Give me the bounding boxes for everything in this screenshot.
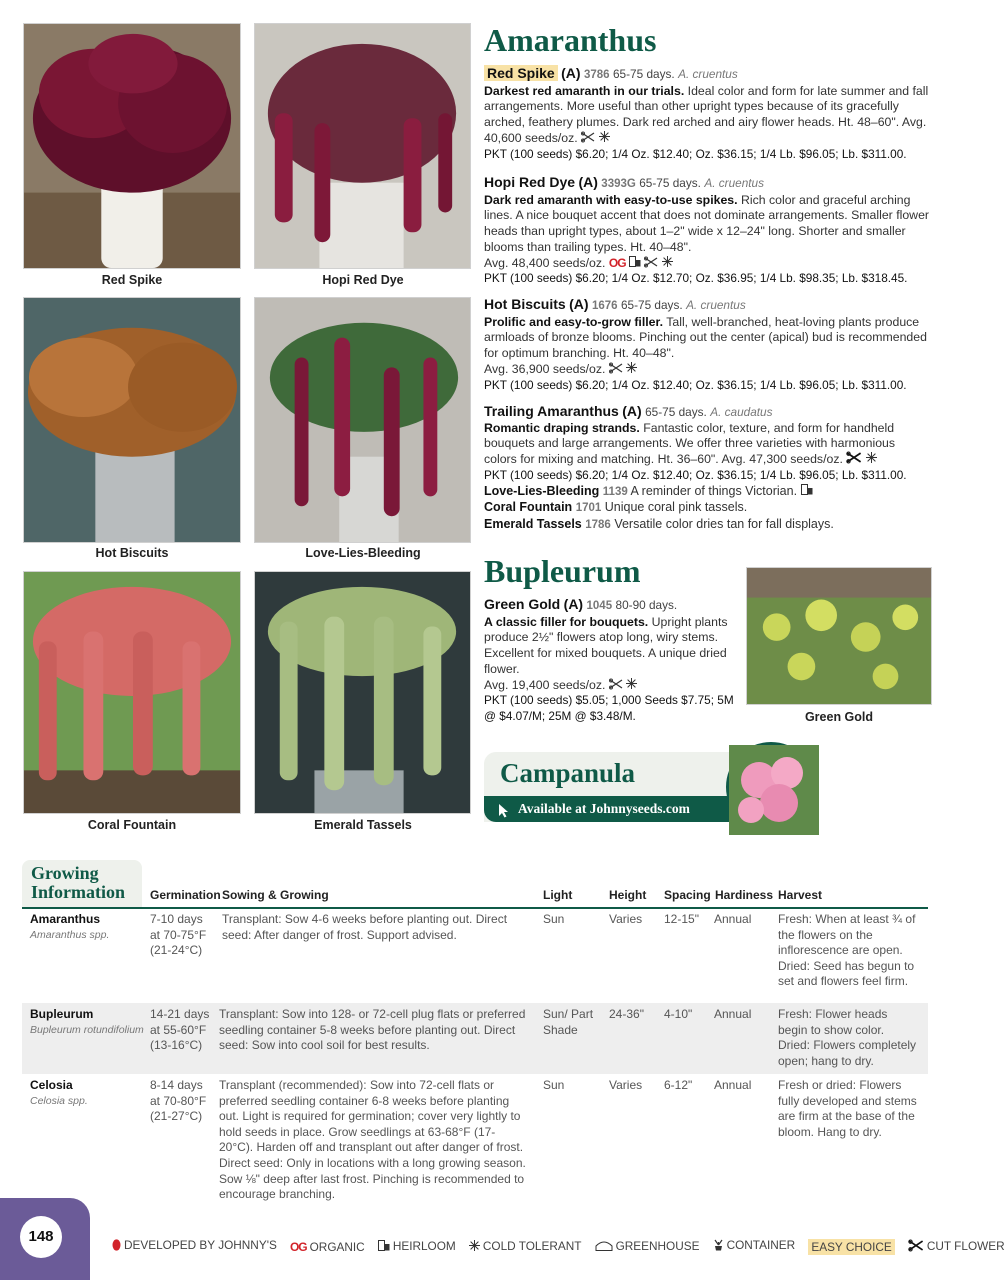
sub-variety-desc: Unique coral pink tassels. <box>604 500 748 515</box>
photo-emerald-tassels <box>254 571 471 814</box>
description: Tall, well-branched, heat-loving plants produce armloads of bronze blooms. Pinching out the center (apical) bud is recommended for optimum branching. Ht. 40–48". <box>484 314 927 361</box>
sub-variety-desc: Versatile color dries tan for fall displays. <box>614 517 834 532</box>
legend-greenhouse: GREENHOUSE <box>595 1239 700 1253</box>
cell-hardiness: Annual <box>714 912 752 926</box>
photo-green-gold <box>746 567 932 705</box>
entry-red-spike <box>484 66 930 162</box>
days-to-maturity: 65-75 days. <box>613 67 675 81</box>
cell-harvest: Fresh: When at least ¾ of the flowers on the inflorescence are open. Dried: Seed has begun to set and flowers feel firm. <box>778 912 916 989</box>
legend-easy-choice: EASY CHOICE <box>808 1239 894 1255</box>
price-line: PKT (100 seeds) $6.20; 1/4 Oz. $12.40; Oz. $36.15; 1/4 Lb. $96.05; Lb. $311.00. <box>484 377 907 392</box>
table-row <box>22 1003 928 1074</box>
section-title-amaranthus: Amaranthus <box>484 22 657 58</box>
cell-hardiness: Annual <box>714 1007 752 1021</box>
cell-germination: 8-14 days at 70-80°F (21-27°C) <box>150 1078 207 1124</box>
cell-spacing: 4-10" <box>664 1007 693 1021</box>
cell-sowing: Transplant: Sow 4-6 weeks before planting out. Direct seed: After danger of frost. Support advised. <box>222 912 508 942</box>
cold-tolerant-icon <box>469 1240 480 1251</box>
days-to-maturity: 65-75 days. <box>620 298 683 312</box>
col-header-sowing: Sowing & Growing <box>222 888 329 902</box>
photo-hot-biscuits <box>23 297 241 543</box>
cell-sowing: Transplant (recommended): Sow into 72-cell flats or preferred seedling container 6-8 weeks before planting out. Light is required for germination; cover very lightly to hold seeds in place. Grow seedlings at 63-68°F (17-20°C). Harden off and transplant out after danger of frost. Direct seed: Only in locations with a long growing season. Sow ⅛" deep after last frost. Pinching is recommended to encourage branching. <box>219 1078 526 1202</box>
cut-flower-icon <box>644 256 658 272</box>
cell-sowing: Transplant: Sow into 128- or 72-cell plug flats or preferred seedling container 5-8 weeks before planting out. Direct seed: Sow into cool soil for best results. <box>219 1007 526 1053</box>
annual-tag: (A) <box>569 296 589 312</box>
latin-name: A. cruentus <box>704 176 764 190</box>
cell-height: Varies <box>609 1078 643 1092</box>
col-header-height: Height <box>609 888 647 902</box>
entry-trailing-amaranthus <box>484 404 930 534</box>
cell-harvest: Fresh: Flower heads begin to show color. Dried: Flowers completely open; hang to dry. <box>778 1007 917 1068</box>
legend-container: CONTAINER <box>713 1238 796 1252</box>
price-line: PKT (100 seeds) $6.20; 1/4 Oz. $12.70; Oz. $36.95; 1/4 Lb. $98.35; Lb. $318.45. <box>484 271 908 286</box>
cell-germination: 7-10 days at 70-75°F (21-24°C) <box>150 912 207 958</box>
annual-tag: (A) <box>622 403 642 419</box>
photo-caption: Coral Fountain <box>87 818 177 832</box>
cursor-icon <box>498 801 509 827</box>
latin-name: A. cruentus <box>678 67 738 81</box>
col-header-harvest: Harvest <box>778 888 823 902</box>
table-row <box>22 910 928 1002</box>
sub-variety-name: Emerald Tassels <box>484 517 582 532</box>
photo-caption: Emerald Tassels <box>314 818 412 832</box>
photo-caption: Hopi Red Dye <box>322 273 404 287</box>
heirloom-icon <box>801 484 813 500</box>
plant-name: Amaranthus <box>30 912 101 926</box>
section-title-bupleurum: Bupleurum <box>484 553 641 589</box>
item-code: 1701 <box>575 502 602 515</box>
cell-harvest: Fresh or dried: Flowers fully developed and stems are firm at the base of the bloom. Hang to dry. <box>778 1078 917 1139</box>
seed-count: Avg. 19,400 seeds/oz. <box>484 677 606 692</box>
sub-variety-name: Love-Lies-Bleeding <box>484 483 600 498</box>
legend-cold-tolerant: COLD TOLERANT <box>469 1239 582 1253</box>
growing-info-title: Growing Information <box>31 863 125 902</box>
plant-latin: Bupleurum rotundifolium <box>30 1023 144 1036</box>
lead-text: A classic filler for bouquets. <box>484 614 649 629</box>
greenhouse-icon <box>595 1240 613 1251</box>
item-code: 1786 <box>585 519 611 532</box>
plant-latin: Celosia spp. <box>30 1094 88 1107</box>
description: Fantastic color, texture, and form for handheld bouquets and large arrangements. We offer three varieties with harmonious colors for mixing and matching. Ht. 36–60". Avg. 47,300 seeds/oz. <box>484 420 896 467</box>
cell-light: Sun/ Part Shade <box>543 1007 594 1037</box>
latin-name: A. cruentus <box>686 298 746 312</box>
campanula-link-text: Available at Johnnyseeds.com <box>518 801 690 816</box>
cell-germination: 14-21 days at 55-60°F (13-16°C) <box>150 1007 210 1053</box>
cell-light: Sun <box>543 1078 565 1092</box>
variety-name: Trailing Amaranthus <box>484 403 619 419</box>
description: Rich color and graceful arching lines. A nice bouquet accent that does not dominate arrangements. Smaller flower heads than upright types, about 1–2" wide x 12–24" long. Shorter and smaller blooms than trailing types. Ht. 40–48". <box>484 192 929 254</box>
photo-caption: Hot Biscuits <box>95 546 169 560</box>
item-code: 1676 <box>591 300 618 312</box>
cell-hardiness: Annual <box>714 1078 752 1092</box>
cold-tolerant-icon <box>662 256 673 272</box>
sub-variety <box>484 500 747 514</box>
col-header-hardiness: Hardiness <box>715 888 774 902</box>
variety-name: Green Gold <box>484 596 561 612</box>
growing-info-tab <box>22 860 142 908</box>
days-to-maturity: 80-90 days. <box>615 598 678 612</box>
lead-text: Romantic draping strands. <box>484 420 640 435</box>
plant-latin: Amaranthus spp. <box>30 928 110 941</box>
cold-tolerant-icon <box>866 452 877 468</box>
lead-text: Dark red amaranth with easy-to-use spikes. <box>484 192 738 207</box>
developed-icon <box>112 1239 121 1251</box>
table-divider <box>22 907 928 909</box>
annual-tag: (A) <box>561 65 581 81</box>
photo-coral-fountain <box>23 571 241 814</box>
col-header-light: Light <box>543 888 573 902</box>
page-number: 148 <box>20 1216 62 1258</box>
cut-flower-icon <box>609 362 623 378</box>
organic-icon: OG <box>289 1240 307 1254</box>
cold-tolerant-icon <box>599 131 610 147</box>
col-header-germination: Germination <box>150 888 221 902</box>
description: Ideal color and form for late summer and fall arrangements. More useful than other upright types because of its gracefully arched, feathery plumes. Dark red arched and airy flower heads. Ht. 48–60". Avg. 40,600 seeds/oz. <box>484 83 929 145</box>
latin-name: A. caudatus <box>710 405 773 419</box>
entry-hot-biscuits <box>484 297 930 393</box>
section-title-campanula: Campanula <box>500 758 636 788</box>
days-to-maturity: 65-75 days. <box>639 176 701 190</box>
item-code: 1045 <box>586 600 613 612</box>
sub-variety <box>484 484 813 498</box>
entry-hopi-red-dye <box>484 175 930 287</box>
heirloom-icon <box>629 256 641 272</box>
cell-height: Varies <box>609 912 643 926</box>
price-line: PKT (100 seeds) $6.20; 1/4 Oz. $12.40; Oz. $36.15; 1/4 Lb. $96.05; Lb. $311.00. <box>484 467 907 482</box>
photo-campanula <box>726 742 816 832</box>
annual-tag: (A) <box>563 596 584 612</box>
item-code: 3393G <box>601 178 636 190</box>
container-icon <box>713 1239 724 1251</box>
cell-light: Sun <box>543 912 565 926</box>
sub-variety <box>484 517 834 531</box>
days-to-maturity: 65-75 days. <box>645 405 707 419</box>
item-code: 3786 <box>583 69 610 81</box>
cut-flower-icon <box>908 1240 924 1251</box>
seed-count: Avg. 48,400 seeds/oz. <box>484 255 606 270</box>
table-row <box>22 1075 928 1202</box>
price-line: PKT (100 seeds) $5.05; 1,000 Seeds $7.75; 5M @ $4.07/M; 25M @ $3.48/M. <box>484 693 734 724</box>
annual-tag: (A) <box>578 174 598 190</box>
photo-caption: Green Gold <box>804 710 874 724</box>
price-line: PKT (100 seeds) $6.20; 1/4 Oz. $12.40; Oz. $36.15; 1/4 Lb. $96.05; Lb. $311.00. <box>484 146 907 161</box>
photo-love-lies-bleeding <box>254 297 471 543</box>
cell-spacing: 6-12" <box>664 1078 693 1092</box>
variety-name: Hopi Red Dye <box>484 174 576 190</box>
legend <box>112 1238 1005 1255</box>
photo-caption: Love-Lies-Bleeding <box>305 546 421 560</box>
cell-spacing: 12-15" <box>664 912 699 926</box>
cut-flower-icon <box>609 678 623 694</box>
photo-hopi-red-dye <box>254 23 471 269</box>
sub-variety-desc: A reminder of things Victorian. <box>630 483 798 498</box>
plant-name: Bupleurum <box>30 1007 94 1021</box>
seed-count: Avg. 36,900 seeds/oz. <box>484 361 606 376</box>
campanula-link[interactable] <box>484 796 754 822</box>
legend-heirloom: HEIRLOOM <box>378 1239 456 1253</box>
col-header-spacing: Spacing <box>664 888 711 902</box>
photo-red-spike <box>23 23 241 269</box>
cut-flower-icon <box>846 452 862 468</box>
cold-tolerant-icon <box>626 362 637 378</box>
lead-text: Darkest red amaranth in our trials. <box>484 83 685 98</box>
campanula-banner <box>484 752 754 822</box>
variety-name: Hot Biscuits <box>484 296 566 312</box>
cut-flower-icon <box>581 131 595 147</box>
legend-developed: DEVELOPED BY JOHNNY'S <box>112 1238 277 1252</box>
cold-tolerant-icon <box>626 678 637 694</box>
item-code: 1139 <box>602 485 628 498</box>
organic-icon: OG <box>608 255 626 270</box>
heirloom-icon <box>378 1240 390 1251</box>
photo-caption: Red Spike <box>101 273 163 287</box>
plant-name: Celosia <box>30 1078 73 1092</box>
legend-organic: OG ORGANIC <box>289 1240 365 1254</box>
variety-name: Red Spike <box>484 65 558 81</box>
description: Upright plants produce 2½" flowers atop long, wiry stems. Excellent for mixed bouquets. A unique dried flower. <box>484 614 728 676</box>
entry-green-gold <box>484 597 734 725</box>
sub-variety-name: Coral Fountain <box>484 500 573 515</box>
cell-height: 24-36" <box>609 1007 644 1021</box>
lead-text: Prolific and easy-to-grow filler. <box>484 314 664 329</box>
legend-cut-flower: CUT FLOWER <box>908 1239 1005 1253</box>
